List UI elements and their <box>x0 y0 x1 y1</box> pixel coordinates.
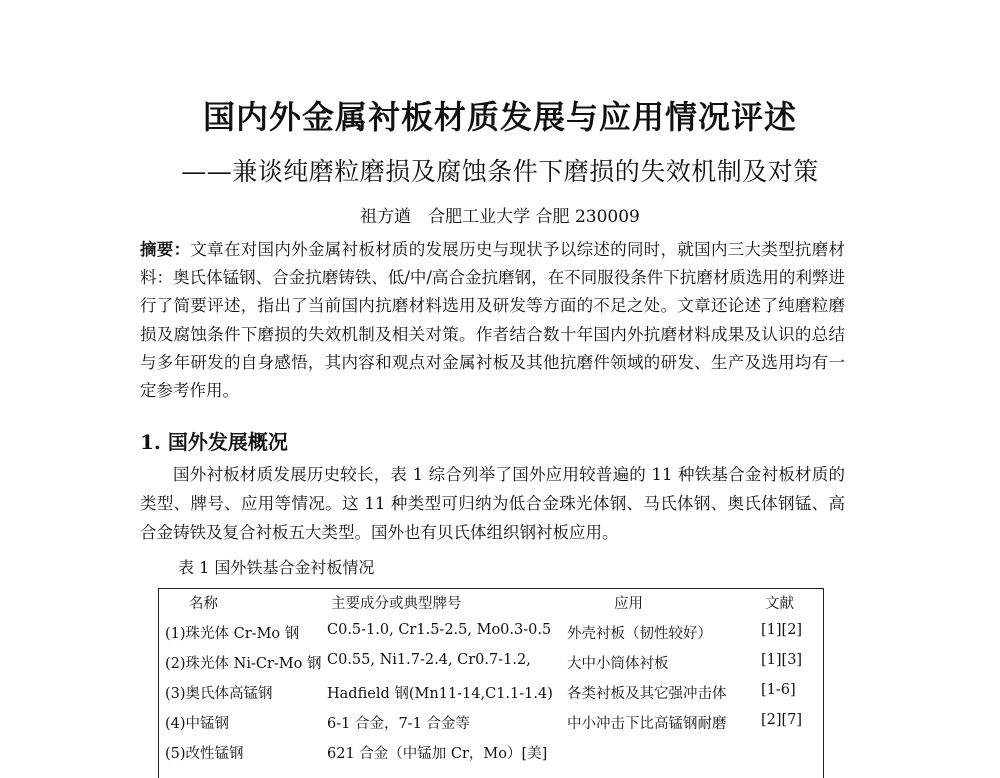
table-row <box>159 737 823 765</box>
section-paragraph: 国外衬板材质发展历史较长，表 1 综合列举了国外应用较普遍的 11 种铁基合金衬板材质的类型、牌号、应用等情况。这 11 种类型可归纳为低合金珠光体钢、马氏体钢、奥氏体钢锰、高合金铸铁及复合衬板五大类型。国外也有贝氏体组织钢衬板应用。 <box>140 465 845 542</box>
table-row <box>159 617 823 645</box>
header-reference: 文献 <box>765 596 794 612</box>
cell-composition: Hadfield 钢(Mn11-14,C1.1-1.4) <box>327 686 553 702</box>
table-row <box>159 707 823 735</box>
header-name: 名称 <box>189 596 218 612</box>
abstract <box>140 236 845 405</box>
cell-name: (5)改性锰钢 <box>165 746 244 762</box>
table-header-row <box>159 589 823 617</box>
paper-subtitle: ——兼谈纯磨粒磨损及腐蚀条件下磨损的失效机制及对策 <box>181 157 819 186</box>
header-composition: 主要成分或典型牌号 <box>331 596 462 612</box>
paper-title: 国内外金属衬板材质发展与应用情况评述 <box>202 98 797 136</box>
header-application: 应用 <box>614 596 643 612</box>
cell-reference: [1-6] <box>761 682 796 698</box>
abstract-label: 摘要： <box>140 240 191 259</box>
cell-reference: [1][3] <box>761 652 803 668</box>
abstract-text: 文章在对国内外金属衬板材质的发展历史与现状予以综述的同时，就国内三大类型抗磨材料：奥氏体锰钢、合金抗磨铸铁、低/中/高合金抗磨钢，在不同服役条件下抗磨材质选用的利弊进行了简要评述，指出了当前国内抗磨材料选用及研发等方面的不足之处。文章还论述了纯磨粒磨损及腐蚀条件下磨损的失效机制及相关对策。作者结合数十年国内外抗磨材料成果及认识的总结与多年研发的自身感悟，其内容和观点对金属衬板及其他抗磨件领域的研发、生产及选用均有一定参考作用。 <box>140 240 846 401</box>
cell-reference: [2][7] <box>761 712 803 728</box>
data-table <box>158 588 824 778</box>
cell-composition: C0.55, Ni1.7-2.4, Cr0.7-1.2, <box>327 652 531 668</box>
cell-name: (4)中锰钢 <box>165 716 230 732</box>
section-heading: 1. 国外发展概况 <box>140 430 288 454</box>
cell-composition: 6-1 合金，7-1 合金等 <box>327 716 470 732</box>
author-affiliation: 祖方遒 合肥工业大学 合肥 230009 <box>360 207 640 227</box>
cell-name: (3)奥氏体高锰钢 <box>165 686 273 702</box>
table-caption: 表 1 国外铁基合金衬板情况 <box>178 558 375 577</box>
cell-name: (2)珠光体 Ni-Cr-Mo 钢 <box>165 656 322 672</box>
cell-application: 中小冲击下比高锰钢耐磨 <box>567 716 727 732</box>
cell-reference: [1][2] <box>761 622 803 638</box>
cell-application: 各类衬板及其它强冲击体 <box>567 686 727 702</box>
cell-application: 大中小筒体衬板 <box>567 656 669 672</box>
cell-name: (1)珠光体 Cr-Mo 钢 <box>165 626 300 642</box>
cell-composition: C0.5-1.0, Cr1.5-2.5, Mo0.3-0.5 <box>327 622 552 638</box>
table-row <box>159 647 823 675</box>
cell-application: 外壳衬板（韧性较好） <box>567 626 712 642</box>
table-row <box>159 677 823 705</box>
cell-composition: 621 合金（中锰加 Cr，Mo）[美] <box>327 746 548 762</box>
